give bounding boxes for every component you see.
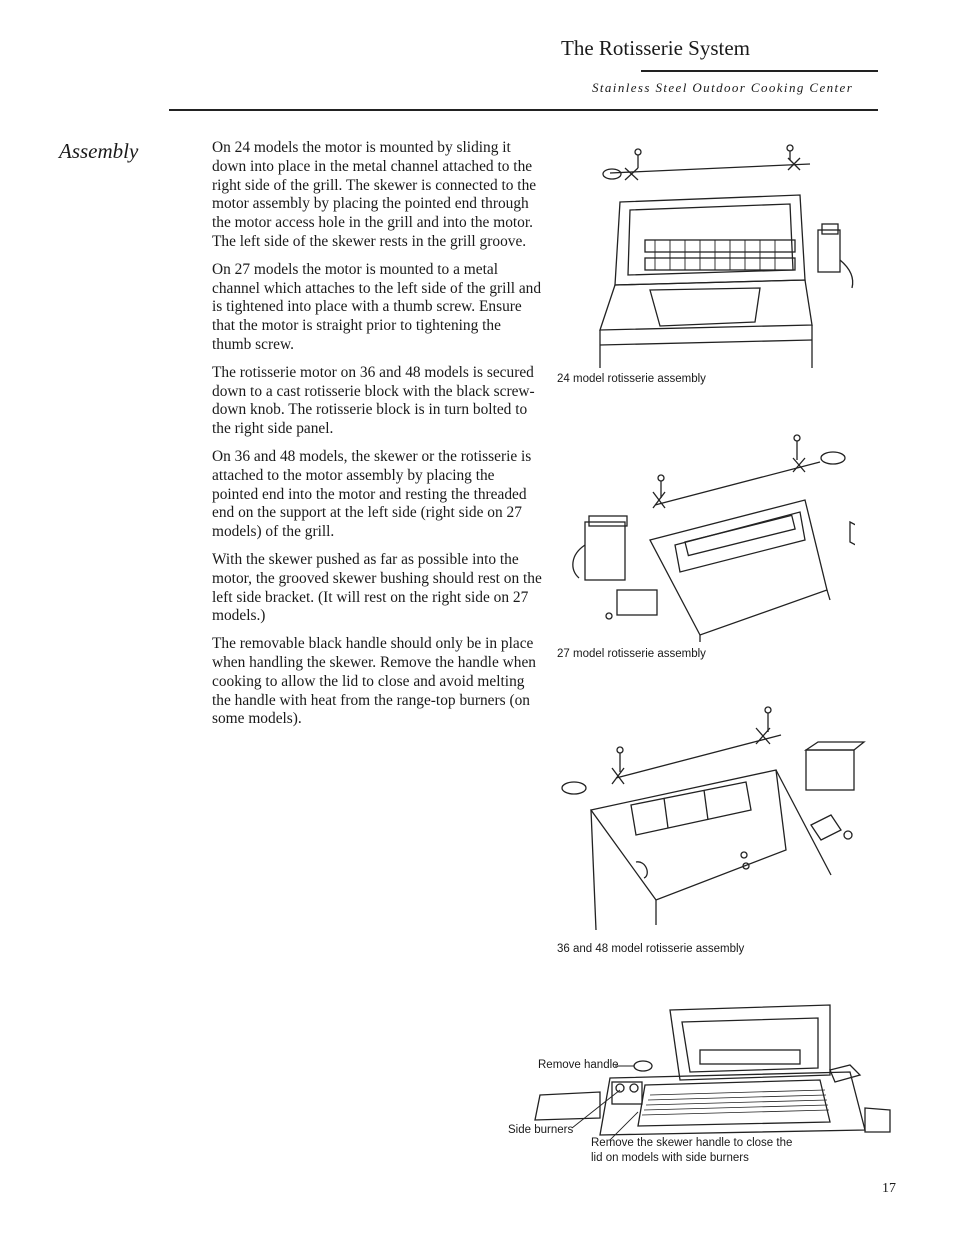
figure-caption: 24 model rotisserie assembly (557, 373, 706, 385)
body-text (212, 139, 544, 738)
paragraph: The rotisserie motor on 36 and 48 models is secured down to a cast rotisserie block with the black screw-down knob. The rotisserie block is in turn bolted to the right side panel. (212, 363, 535, 438)
rotisserie-24-illustration (590, 140, 860, 370)
paragraph: On 24 models the motor is mounted by sliding it down into place in the metal channel attached to the right side of the grill. The skewer is connected to the motor assembly by placing the pointed end through the motor access hole in the grill and into the motor. The left side of the skewer rests in the grill groove. (212, 139, 537, 250)
paragraph: With the skewer pushed as far as possible into the motor, the grooved skewer bushing should rest on the left side bracket. (It will rest on the right side on 27 models.) (212, 550, 542, 625)
remove-handle-label: Remove handle (538, 1059, 619, 1071)
overview-note: Remove the skewer handle to close the lid on models with side burners (591, 1137, 793, 1164)
figure-caption: 27 model rotisserie assembly (557, 648, 706, 660)
paragraph: On 27 models the motor is mounted to a metal channel which attaches to the left side of the grill and is tightened into place with a thumb screw. Ensure that the motor is straight prior to tightening the thumb screw. (212, 260, 542, 353)
section-heading: Assembly (59, 139, 139, 163)
figure-caption: 36 and 48 model rotisserie assembly (557, 943, 745, 955)
page-title: The Rotisserie System (561, 36, 750, 60)
title-rule (641, 70, 878, 72)
side-burners-label: Side burners (508, 1124, 574, 1136)
paragraph: The removable black handle should only be in place when handling the skewer. Remove the handle when cooking to allow the lid to close and avoid melting the handle with heat from the range-top burners (on some models). (212, 635, 536, 728)
page-subtitle: Stainless Steel Outdoor Cooking Center (592, 80, 854, 95)
header-rule (169, 109, 878, 111)
paragraph: On 36 and 48 models, the skewer or the rotisserie is attached to the motor assembly by placing the pointed end into the motor and resting the threaded end on the support at the left side (right side on 27 models) of the grill. (212, 447, 532, 541)
page-number: 17 (882, 1181, 896, 1196)
rotisserie-27-illustration (565, 430, 855, 645)
rotisserie-36-48-illustration (556, 700, 866, 935)
